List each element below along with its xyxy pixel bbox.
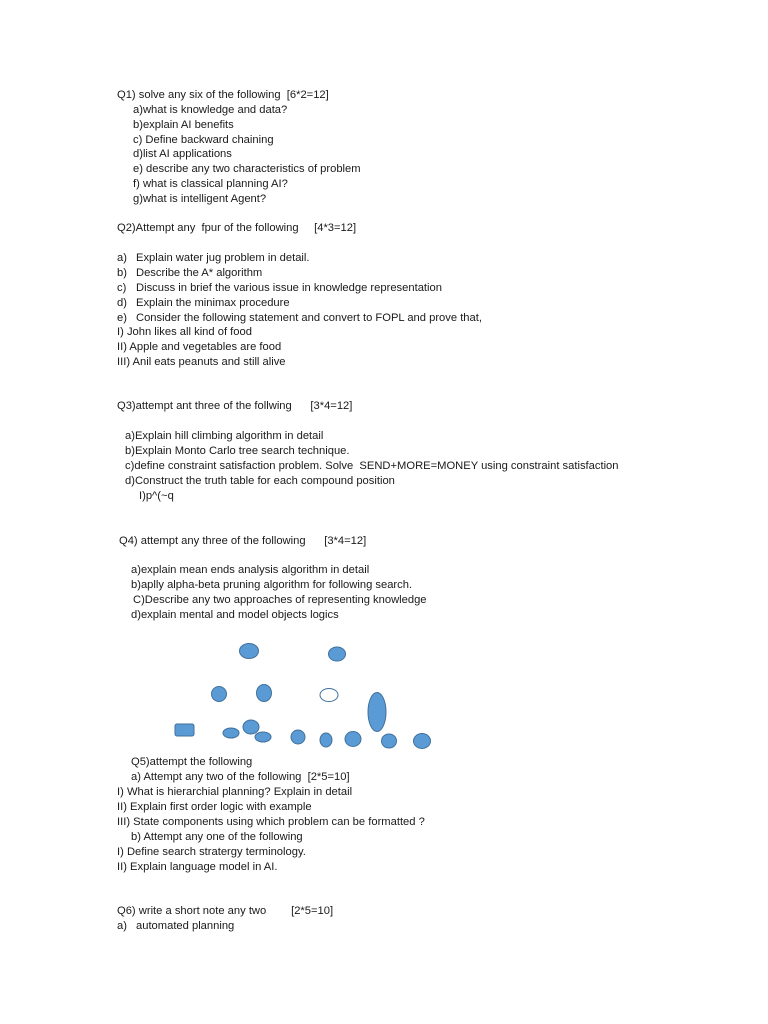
- q5-part-b: b) Attempt any one of the following: [131, 831, 303, 843]
- tree-node: [414, 734, 431, 749]
- q3-item-d: d)Construct the truth table for each compound position: [125, 475, 395, 487]
- q1-item-c: c) Define backward chaining: [133, 134, 274, 146]
- tree-node: [212, 687, 227, 702]
- q2-item-c-text: Discuss in brief the various issue in knowledge representation: [136, 282, 442, 294]
- tree-node: [243, 720, 259, 734]
- q4-item-a: a)explain mean ends analysis algorithm in detail: [131, 564, 370, 576]
- q1-item-e: e) describe any two characteristics of problem: [133, 163, 361, 175]
- q5-part-a: a) Attempt any two of the following [2*5=10]: [131, 771, 350, 783]
- tree-node-rect: [175, 724, 194, 736]
- tree-node: [329, 647, 346, 661]
- q2-statement-2: II) Apple and vegetables are food: [117, 341, 282, 353]
- tree-node: [291, 730, 305, 744]
- q2-item-a-marker: a): [117, 252, 127, 264]
- q1-item-a: a)what is knowledge and data?: [133, 104, 288, 116]
- q4-item-c: C)Describe any two approaches of representing knowledge: [133, 594, 427, 606]
- q4-heading: Q4) attempt any three of the following [3*4=12]: [119, 535, 367, 547]
- q5-part-a-item-1: I) What is hierarchial planning? Explain in detail: [117, 786, 353, 798]
- tree-node: [345, 732, 361, 747]
- q2-item-c-marker: c): [117, 282, 127, 294]
- tree-node: [257, 685, 272, 702]
- tree-node-empty: [320, 689, 338, 702]
- tree-node: [320, 733, 332, 747]
- q2-item-b-text: Describe the A* algorithm: [136, 267, 263, 279]
- q1-item-g: g)what is intelligent Agent?: [133, 193, 267, 205]
- q3-item-b: b)Explain Monto Carlo tree search technique.: [125, 445, 350, 457]
- q5-part-b-item-1: I) Define search stratergy terminology.: [117, 846, 306, 858]
- tree-node: [382, 734, 397, 748]
- q2-item-d-text: Explain the minimax procedure: [136, 297, 290, 309]
- tree-node: [223, 728, 239, 738]
- q5-heading: Q5)attempt the following: [131, 756, 253, 768]
- q2-statement-3: III) Anil eats peanuts and still alive: [117, 356, 286, 368]
- q2-heading: Q2)Attempt any fpur of the following [4*3=12]: [117, 222, 357, 234]
- q5-part-a-item-2: II) Explain first order logic with example: [117, 801, 312, 813]
- q5-part-a-item-3: III) State components using which problem can be formatted ?: [117, 816, 425, 828]
- q3-item-a: a)Explain hill climbing algorithm in detail: [125, 430, 324, 442]
- q2-item-a-text: Explain water jug problem in detail.: [136, 252, 310, 264]
- q1-heading: Q1) solve any six of the following [6*2=12]: [117, 89, 329, 101]
- tree-node: [240, 644, 259, 659]
- q3-item-c: c)define constraint satisfaction problem. Solve SEND+MORE=MONEY using constraint satisfaction: [125, 460, 619, 472]
- q1-item-b: b)explain AI benefits: [133, 119, 234, 131]
- q2-item-b-marker: b): [117, 267, 127, 279]
- q4-item-d: d)explain mental and model objects logics: [131, 609, 339, 621]
- q5-part-b-item-2: II) Explain language model in AI.: [117, 861, 278, 873]
- q4-item-b: b)aplly alpha-beta pruning algorithm for following search.: [131, 579, 413, 591]
- tree-node: [255, 732, 271, 742]
- q6-item-a-marker: a): [117, 920, 127, 932]
- tree-node: [368, 693, 386, 732]
- q1-item-f: f) what is classical planning AI?: [133, 178, 288, 190]
- q2-item-e-text: Consider the following statement and convert to FOPL and prove that,: [136, 312, 482, 324]
- q2-statement-1: I) John likes all kind of food: [117, 326, 252, 338]
- q3-heading: Q3)attempt ant three of the follwing [3*4=12]: [117, 400, 353, 412]
- q3-sub-item: I)p^(~q: [139, 490, 174, 502]
- q6-item-a-text: automated planning: [136, 920, 235, 932]
- q6-heading: Q6) write a short note any two [2*5=10]: [117, 905, 334, 917]
- q1-item-d: d)list AI applications: [133, 148, 232, 160]
- q2-item-d-marker: d): [117, 297, 127, 309]
- q2-item-e-marker: e): [117, 312, 127, 324]
